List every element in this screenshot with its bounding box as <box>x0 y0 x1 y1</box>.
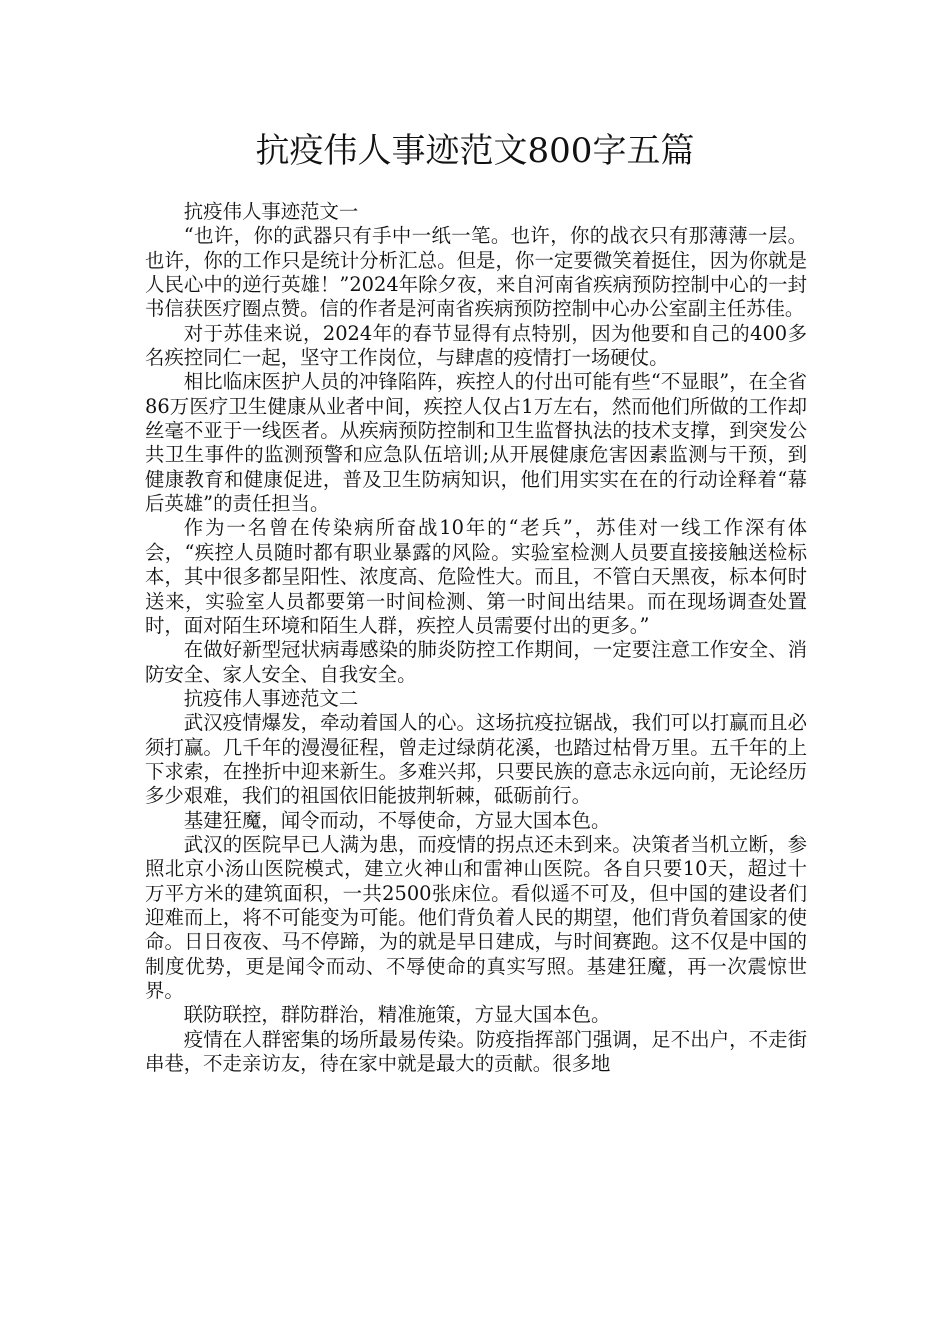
section-heading-1: 抗疫伟人事迹范文一 <box>183 200 359 223</box>
document-title: 抗疫伟人事迹范文800字五篇 <box>255 131 695 171</box>
paragraph: 联防联控，群防群治，精准施策，方显大国本色。 <box>183 1003 611 1027</box>
paragraph: 武汉的医院早已人满为患，而疫情的拐点还未到来。决策者当机立断，参照北京小汤山医院模式，建立火神山和雷神山医院。各自只要10天，超过十万平方米的建筑面积，一共2500张床位。看似遥不可及，但中国的建设者们迎难而上，将不可能变为可能。他们背负着人民的期望，他们背负着国家的使命。日日夜夜、马不停蹄，为的就是早日建成，与时间赛跑。这不仅是中国的制度优势，更是闻令而动、不辱使命的真实写照。基建狂魔，再一次震惊世界。 <box>145 832 807 1002</box>
paragraph: 作为一名曾在传染病所奋战10年的“老兵”，苏佳对一线工作深有体会，“疾控人员随时都有职业暴露的风险。实验室检测人员要直接接触送检标本，其中很多都呈阳性、浓度高、危险性大。而且，不管白天黑夜，标本何时送来，实验室人员都要第一时间检测、第一时间出结果。而在现场调查处置时，面对陌生环境和陌生人群，疾控人员需要付出的更多。” <box>145 516 807 637</box>
paragraph: 基建狂魔，闻令而动，不辱使命，方显大国本色。 <box>183 808 611 832</box>
paragraph: 对于苏佳来说，2024年的春节显得有点特别，因为他要和自己的400多名疾控同仁一起，坚守工作岗位，与肆虐的疫情打一场硬仗。 <box>145 321 807 370</box>
section-heading-2: 抗疫伟人事迹范文二 <box>183 686 359 710</box>
paragraph: 在做好新型冠状病毒感染的肺炎防控工作期间，一定要注意工作安全、消防安全、家人安全、自我安全。 <box>145 638 807 686</box>
paragraph: 疫情在人群密集的场所最易传染。防疫指挥部门强调，足不出户，不走街串巷，不走亲访友，待在家中就是最大的贡献。很多地 <box>145 1027 807 1076</box>
paragraph: “也许，你的武器只有手中一纸一笔。也许，你的战衣只有那薄薄一层。也许，你的工作只是统计分析汇总。但是，你一定要微笑着挺住，因为你就是人民心中的逆行英雄！”2024年除夕夜，来自河南省疾病预防控制中心的一封书信获医疗圈点赞。信的作者是河南省疾病预防控制中心办公室副主任苏佳。 <box>145 224 807 321</box>
document-body <box>145 200 807 1076</box>
paragraph: 武汉疫情爆发，牵动着国人的心。这场抗疫拉锯战，我们可以打赢而且必须打赢。几千年的漫漫征程，曾走过绿荫花溪，也踏过枯骨万里。五千年的上下求索，在挫折中迎来新生。多难兴邦，只要民族的意志永远向前，无论经历多少艰难，我们的祖国依旧能披荆斩棘，砥砺前行。 <box>145 711 807 808</box>
paragraph: 相比临床医护人员的冲锋陷阵，疾控人的付出可能有些“不显眼”，在全省86万医疗卫生健康从业者中间，疾控人仅占1万左右，然而他们所做的工作却丝毫不亚于一线医者。从疾病预防控制和卫生监督执法的技术支撑，到突发公共卫生事件的监测预警和应急队伍培训;从开展健康危害因素监测与干预，到健康教育和健康促进，普及卫生防病知识，他们用实实在在的行动诠释着“幕后英雄”的责任担当。 <box>145 370 807 516</box>
